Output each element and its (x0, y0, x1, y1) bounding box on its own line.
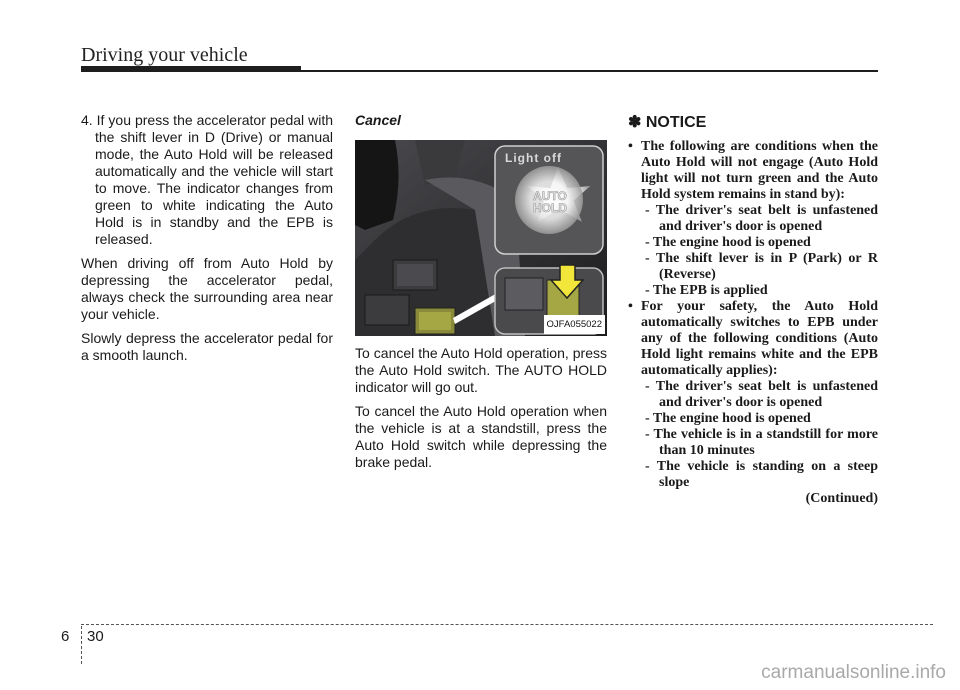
notice-title: NOTICE (645, 114, 707, 131)
column-left (81, 112, 333, 371)
notice-item: - The driver's seat belt is unfastened and driver's door is opened (645, 203, 878, 234)
auto-hold-indicator-text (525, 190, 575, 214)
notice-item: - The shift lever is in P (Park) or R (Reverse) (645, 251, 878, 282)
notice-bullet-1 (628, 139, 878, 203)
notice-item: - The engine hood is opened (645, 235, 811, 250)
paragraph-cancel-2: To cancel the Auto Hold operation when the vehicle is at a standstill, press the Auto Hold switch while depressing the brake pedal. (355, 403, 607, 470)
footer-rule (81, 624, 933, 625)
notice-heading (628, 112, 878, 132)
watermark: carmanualsonline.info (761, 662, 946, 683)
hold-text: HOLD (533, 201, 567, 215)
step-4: 4. If you press the accelerator pedal with the shift lever in D (Drive) or manual mode, the Auto Hold will be released automatically and the vehicle will start to move. The indicator changes from green to white indicating the Auto Hold is in standby and the EPB is released. (81, 112, 333, 247)
bullet-icon: • (628, 299, 633, 314)
footer-divider (81, 626, 82, 664)
cancel-heading: Cancel (355, 112, 401, 128)
callout-label: Light off (505, 151, 562, 165)
notice-item: - The vehicle is standing on a steep slope (645, 459, 878, 490)
notice-item: - The vehicle is in a standstill for more than 10 minutes (645, 427, 878, 458)
paragraph-smooth-launch: Slowly depress the accelerator pedal for a smooth launch. (81, 330, 333, 363)
header-bar (81, 66, 301, 72)
section-number: 6 (61, 628, 70, 645)
notice-star-icon: ✽ (628, 114, 642, 131)
bullet-icon: • (628, 139, 633, 154)
notice-body (628, 139, 878, 507)
paragraph-cancel-1: To cancel the Auto Hold operation, press the Auto Hold switch. The AUTO HOLD indicator will go out. (355, 345, 607, 395)
page-number: 30 (87, 628, 104, 645)
header-rule (301, 70, 878, 72)
figure-code: OJFA055022 (544, 315, 605, 334)
notice-item: - The EPB is applied (645, 283, 768, 298)
notice-item: - The engine hood is opened (645, 411, 811, 426)
continued-label: (Continued) (805, 491, 878, 506)
running-header-title: Driving your vehicle (81, 44, 248, 66)
notice-bullet-2 (628, 299, 878, 379)
paragraph-drive-off: When driving off from Auto Hold by depressing the accelerator pedal, always check the surrounding area near your vehicle. (81, 255, 333, 322)
auto-hold-figure (355, 140, 607, 336)
column-middle (355, 112, 607, 478)
notice-item: - The driver's seat belt is unfastened and driver's door is opened (645, 379, 878, 410)
console-illustration (355, 140, 607, 336)
bullet-text: The following are conditions when the Auto Hold will not engage (Auto Hold light will not turn green and the Auto Hold system remains in stand by): (641, 139, 878, 202)
auto-text: AUTO (533, 189, 567, 203)
bullet-text: For your safety, the Auto Hold automatically switches to EPB under any of the following conditions (Auto Hold light remains white and the EPB automatically applies): (641, 299, 878, 378)
column-right (628, 112, 878, 507)
